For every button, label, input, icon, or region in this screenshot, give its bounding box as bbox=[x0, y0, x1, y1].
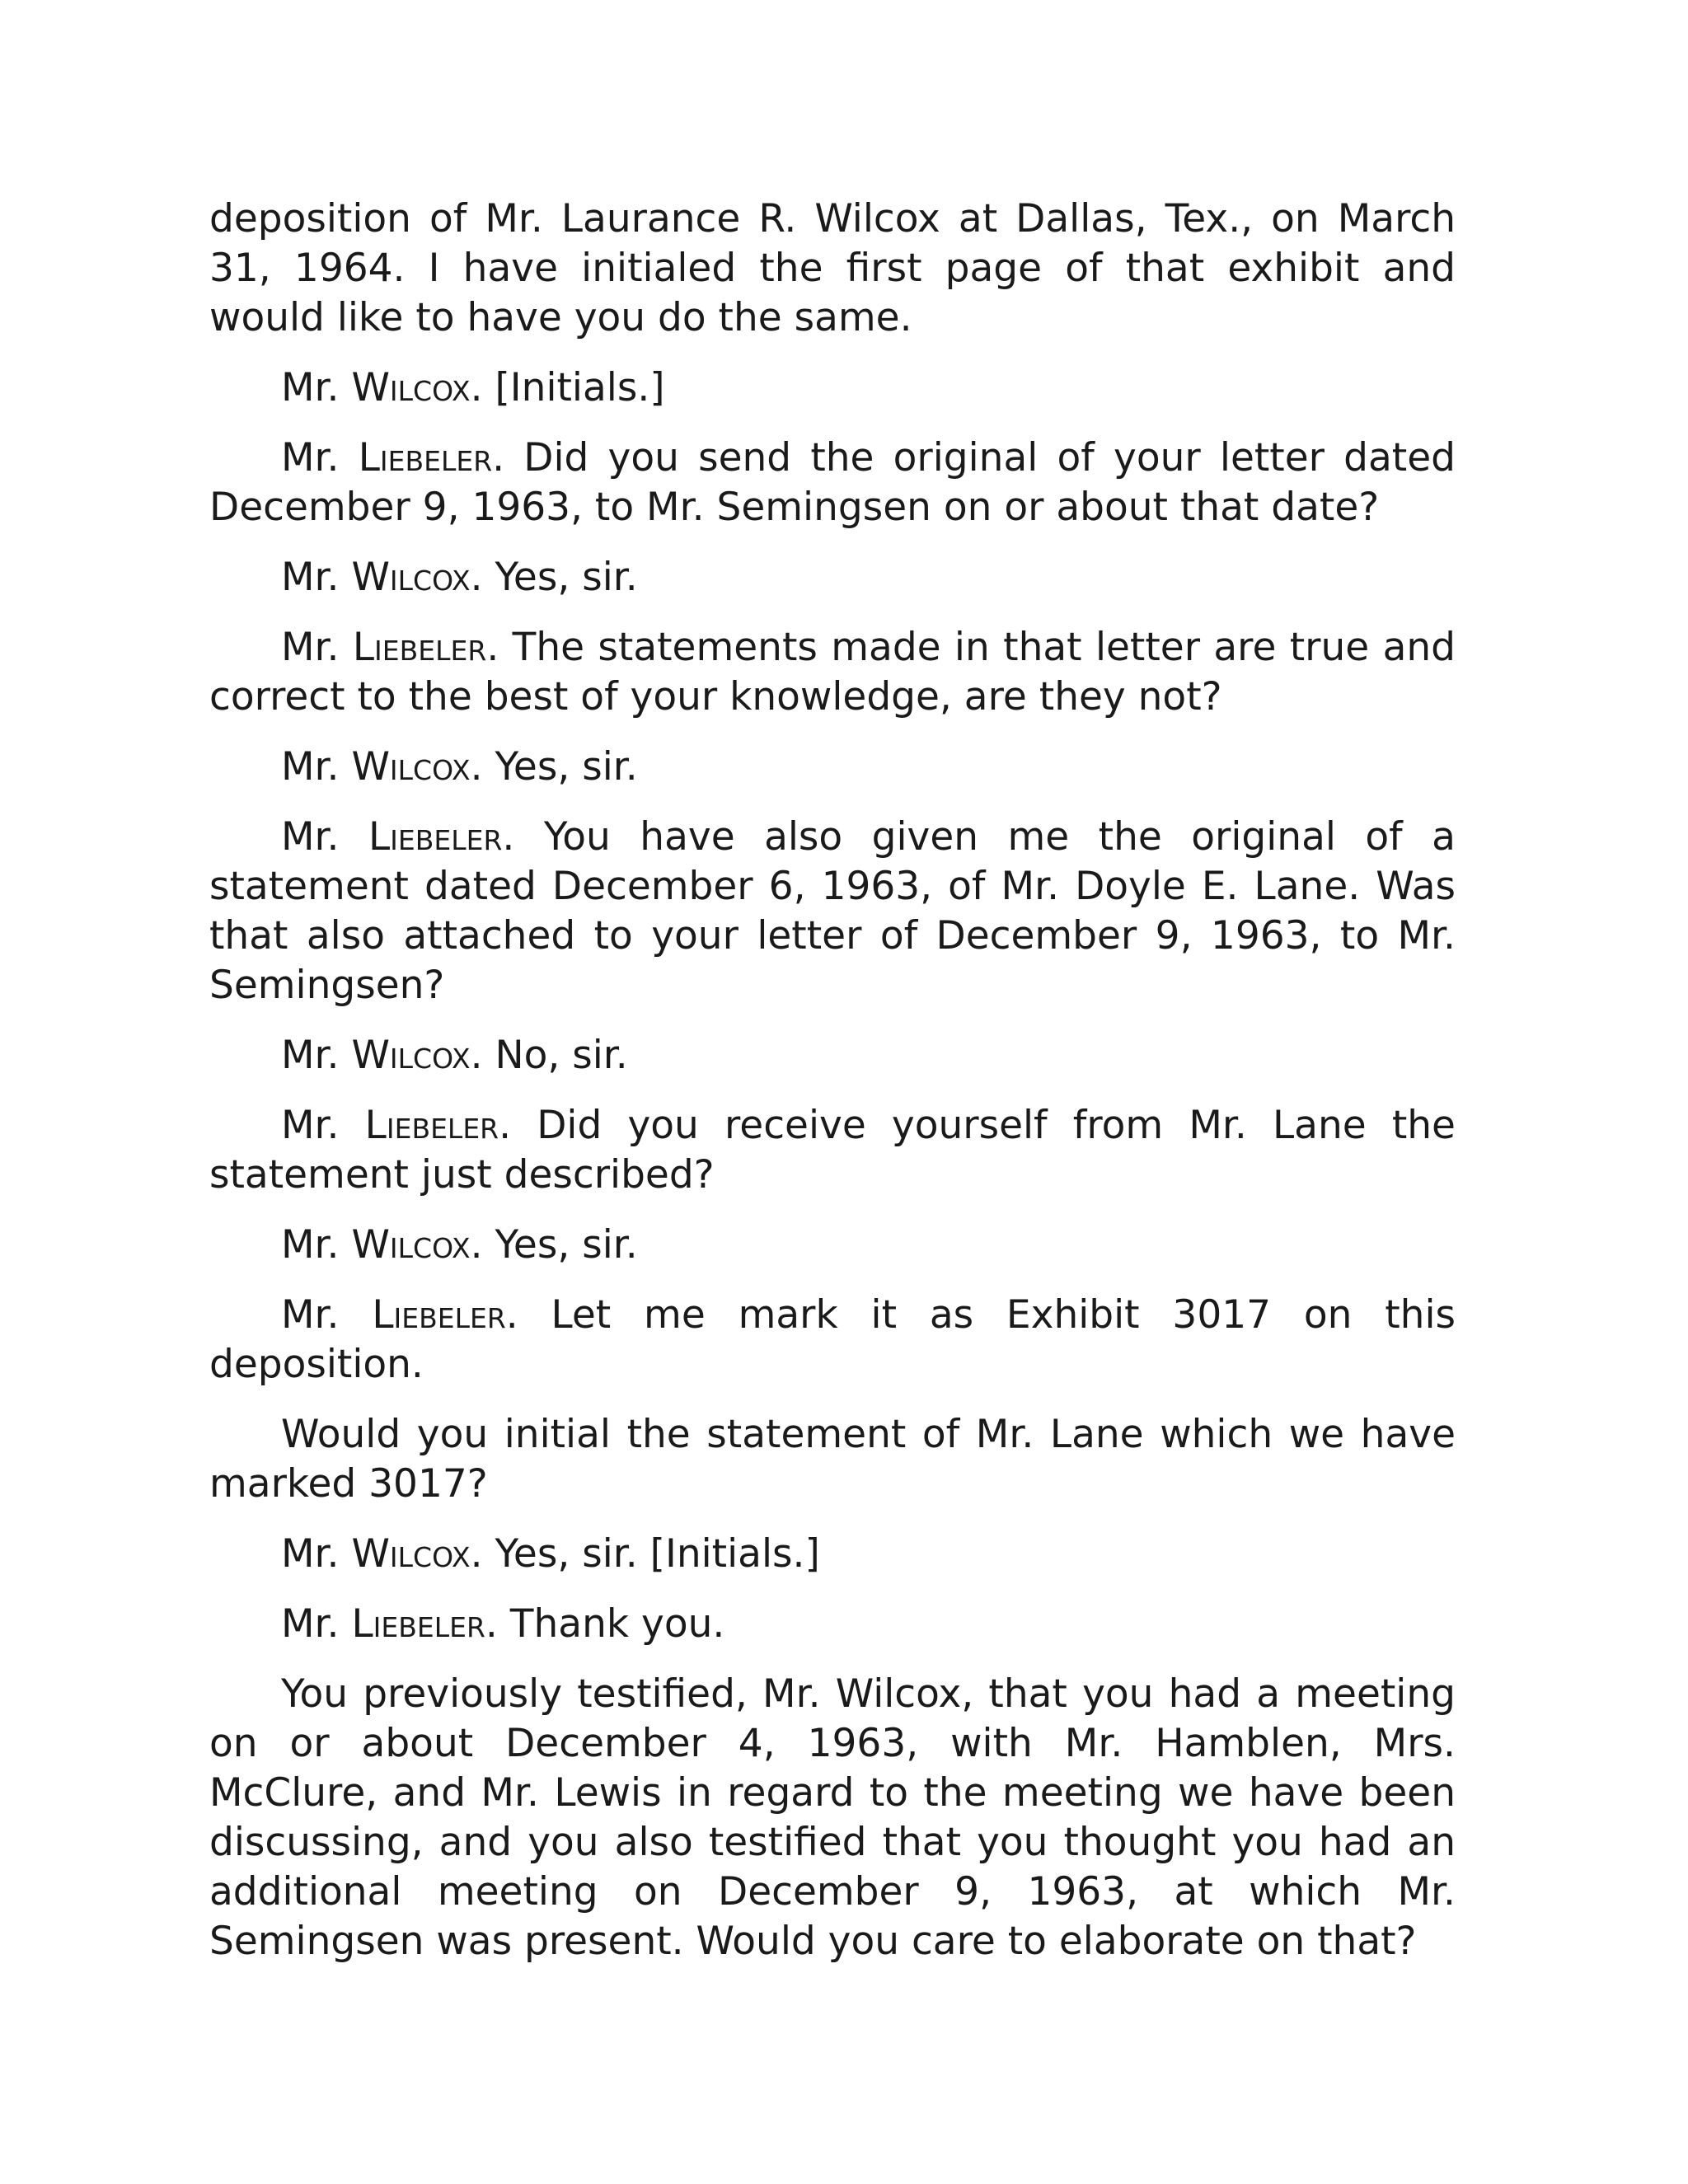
paragraph-text: Yes, sir. bbox=[495, 1222, 638, 1268]
speaker-name: Liebeler bbox=[358, 435, 493, 480]
transcript-paragraph: Mr. Liebeler. Did you send the original of your letter dated December 9, 1963, to Mr. Semingsen on or about that date? bbox=[209, 435, 1456, 530]
speaker-name: Liebeler bbox=[352, 625, 487, 670]
paragraph-text: Did you send the original of your letter dated December 9, 1963, to Mr. Semingsen on or about that date? bbox=[209, 435, 1456, 530]
paragraph-text: Yes, sir. bbox=[495, 555, 638, 600]
speaker-name: Wilcox bbox=[351, 365, 471, 410]
transcript-paragraph: Mr. Liebeler. Let me mark it as Exhibit 3017 on this deposition. bbox=[209, 1292, 1456, 1387]
paragraph-text: [Initials.] bbox=[495, 365, 665, 410]
paragraph-text: No, sir. bbox=[495, 1033, 628, 1078]
transcript-paragraph: Mr. Liebeler. Thank you. bbox=[281, 1601, 725, 1647]
speaker-name: Wilcox bbox=[351, 1033, 471, 1078]
transcript-paragraph: Mr. Liebeler. You have also given me the original of a statement dated December 6, 1963, of Mr. Doyle E. Lane. Was that also attached to your letter of December 9, 1963, to Mr. Semingsen? bbox=[209, 814, 1456, 1008]
paragraph-text: deposition of Mr. Laurance R. Wilcox at Dallas, Tex., on March 31, 1964. I have initialed the first page of that exhibit and would like to have you do the same. bbox=[209, 196, 1456, 340]
speaker-name: Liebeler bbox=[372, 1292, 506, 1338]
speaker-name: Wilcox bbox=[351, 744, 471, 790]
paragraph-text: Yes, sir. [Initials.] bbox=[495, 1531, 820, 1577]
transcript-paragraph bbox=[209, 194, 1456, 343]
paragraph-text: You have also given me the original of a statement dated December 6, 1963, of Mr. Doyle E. Lane. Was that also attached to your letter of December 9, 1963, to Mr. Semingsen? bbox=[209, 814, 1456, 1008]
paragraph-text: Yes, sir. bbox=[495, 744, 638, 790]
transcript-paragraph bbox=[209, 1410, 1456, 1509]
transcript-paragraph: Mr. Wilcox. Yes, sir. [Initials.] bbox=[281, 1531, 820, 1577]
transcript-paragraph bbox=[209, 1670, 1456, 1966]
speaker-name: Liebeler bbox=[364, 1103, 499, 1148]
transcript-page bbox=[209, 194, 1456, 1987]
speaker-name: Wilcox bbox=[351, 1531, 471, 1577]
paragraph-text: You previously testified, Mr. Wilcox, that you had a meeting on or about December 4, 1963, with Mr. Hamblen, Mrs. McClure, and Mr. Lewis in regard to the meeting we have been discussing, and you also testified that you thought you had an additional meeting on December 9, 1963, at which Mr. Semingsen was present. Would you care to elaborate on that? bbox=[209, 1671, 1456, 1964]
paragraph-text: Did you receive yourself from Mr. Lane the statement just described? bbox=[209, 1103, 1456, 1197]
transcript-paragraph: Mr. Liebeler. The statements made in that letter are true and correct to the best of your knowledge, are they not? bbox=[209, 625, 1456, 719]
speaker-name: Wilcox bbox=[351, 1222, 471, 1268]
transcript-paragraph: Mr. Wilcox. Yes, sir. bbox=[281, 744, 638, 790]
speaker-name: Wilcox bbox=[351, 555, 471, 600]
speaker-name: Liebeler bbox=[368, 814, 503, 860]
transcript-paragraph: Mr. Wilcox. No, sir. bbox=[281, 1033, 628, 1078]
transcript-paragraph: Mr. Wilcox. [Initials.] bbox=[281, 365, 665, 410]
transcript-paragraph: Mr. Wilcox. Yes, sir. bbox=[281, 1222, 638, 1268]
speaker-name: Liebeler bbox=[351, 1601, 485, 1647]
paragraph-text: Let me mark it as Exhibit 3017 on this deposition. bbox=[209, 1292, 1456, 1387]
transcript-paragraph: Mr. Wilcox. Yes, sir. bbox=[281, 555, 638, 600]
transcript-paragraph: Mr. Liebeler. Did you receive yourself from Mr. Lane the statement just described? bbox=[209, 1103, 1456, 1197]
paragraph-text: Would you initial the statement of Mr. Lane which we have marked 3017? bbox=[209, 1412, 1456, 1507]
paragraph-text: The statements made in that letter are true and correct to the best of your knowledge, are they not? bbox=[209, 625, 1456, 719]
paragraph-text: Thank you. bbox=[509, 1601, 725, 1647]
